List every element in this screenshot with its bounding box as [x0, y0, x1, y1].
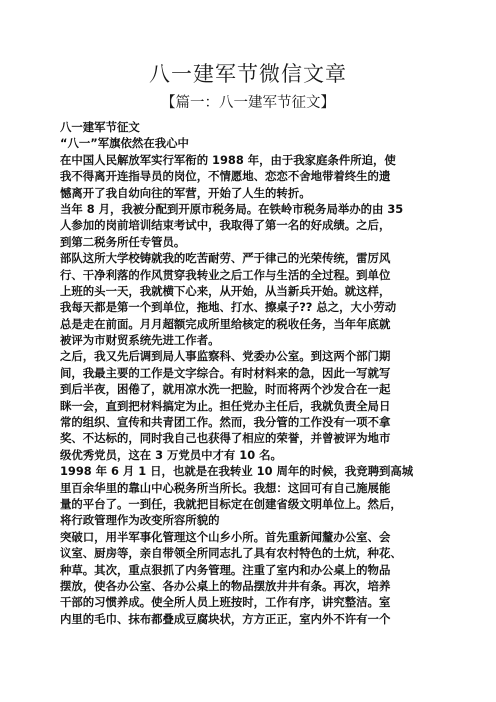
body-line: 在中国人民解放军实行军衔的 1988 年，由于我家庭条件所迫，使 — [60, 152, 396, 167]
body-line: 种草。其次，重点狠抓了内务管理。注重了室内和办公桌上的物品 — [60, 562, 391, 577]
body-line: 级优秀党员，这在 3 万党员中才有 10 名。 — [60, 447, 282, 462]
body-line: 间，我最主要的工作是文字综合。有时材料来的急，因此一写就写 — [60, 365, 391, 380]
body-line: 奖、不达标的，同时我自己也获得了相应的荣誉，并曾被评为地市 — [60, 431, 391, 446]
body-line: 量的平台了。一到任，我就把目标定在创建省级文明单位上。然后， — [60, 496, 402, 511]
body-line: 憾离开了我自幼向往的军营，开始了人生的转折。 — [60, 185, 311, 200]
body-line: 部队这所大学校铸就我的吃苦耐劳、严于律己的光荣传统，雷厉风 — [60, 251, 391, 266]
body-line: 当年 8 月，我被分配到开原市税务局。在铁岭市税务局举办的由 35 — [60, 201, 404, 216]
body-line: “八一”军旗依然在我心中 — [60, 136, 189, 151]
document-subtitle: 【篇一：八一建军节征文】 — [161, 95, 335, 111]
body-line: 行、干净利落的作风贯穿我转业之后工作与生活的全过程。到单位 — [60, 267, 391, 282]
body-line: 人参加的岗前培训结束考试中，我取得了第一名的好成绩。之后， — [60, 218, 391, 233]
body-line: 总是走在前面。月月超额完成所里给核定的税收任务，当年年底就 — [60, 316, 391, 331]
body-line: 到第二税务所任专管员。 — [60, 234, 186, 249]
body-line: 议室、厨房等，亲自带领全所同志扎了具有农村特色的土炕，种花、 — [60, 546, 402, 561]
body-line: 摆放，使各办公室、各办公桌上的物品摆放井井有条。再次，培养 — [60, 578, 391, 593]
body-line: 八一建军节征文 — [60, 120, 140, 134]
body-line: 我不得离开连指导员的岗位，不情愿地、恋恋不舍地带着终生的遗 — [60, 169, 391, 184]
body-line: 眯一会，直到把材料搞定为止。担任党办主任后，我就负责全局日 — [60, 398, 391, 413]
body-line: 内里的毛巾、抹布都叠成豆腐块状，方方正正，室内外不许有一个 — [60, 611, 391, 626]
body-line: 1998 年 6 月 1 日，也就是在我转业 10 周年的时候，我竞聘到高城 — [60, 464, 414, 479]
document-body — [60, 119, 450, 627]
body-line: 干部的习惯养成。使全所人员上班按时，工作有序，讲究整洁。室 — [60, 595, 391, 610]
body-line: 上班的头一天，我就横下心来，从开始，从当新兵开始。就这样， — [60, 283, 391, 298]
body-line: 之后，我又先后调到局人事监察科、党委办公室。到这两个部门期 — [60, 349, 391, 364]
body-line: 被评为市财贸系统先进工作者。 — [60, 333, 220, 348]
body-line: 将行政管理作为改变所容所貌的 — [60, 513, 220, 528]
document-title: 八一建军节微信文章 — [149, 62, 347, 86]
body-line: 常的组织、宣传和共青团工作。然而，我分管的工作没有一项不拿 — [60, 415, 391, 430]
body-line: 突破口，用半军事化管理这个山乡小所。首先重新闻釐办公室、会 — [60, 529, 391, 544]
body-line: 到后半夜，困倦了，就用凉水洗一把脸，时而将两个沙发合在一起 — [60, 382, 391, 397]
body-line: 我每天都是第一个到单位，拖地、打水、擦桌子?? 总之，大小劳动 — [60, 300, 397, 315]
body-line: 里百余华里的靠山中心税务所当所长。我想：这回可有自己施展能 — [60, 480, 391, 495]
